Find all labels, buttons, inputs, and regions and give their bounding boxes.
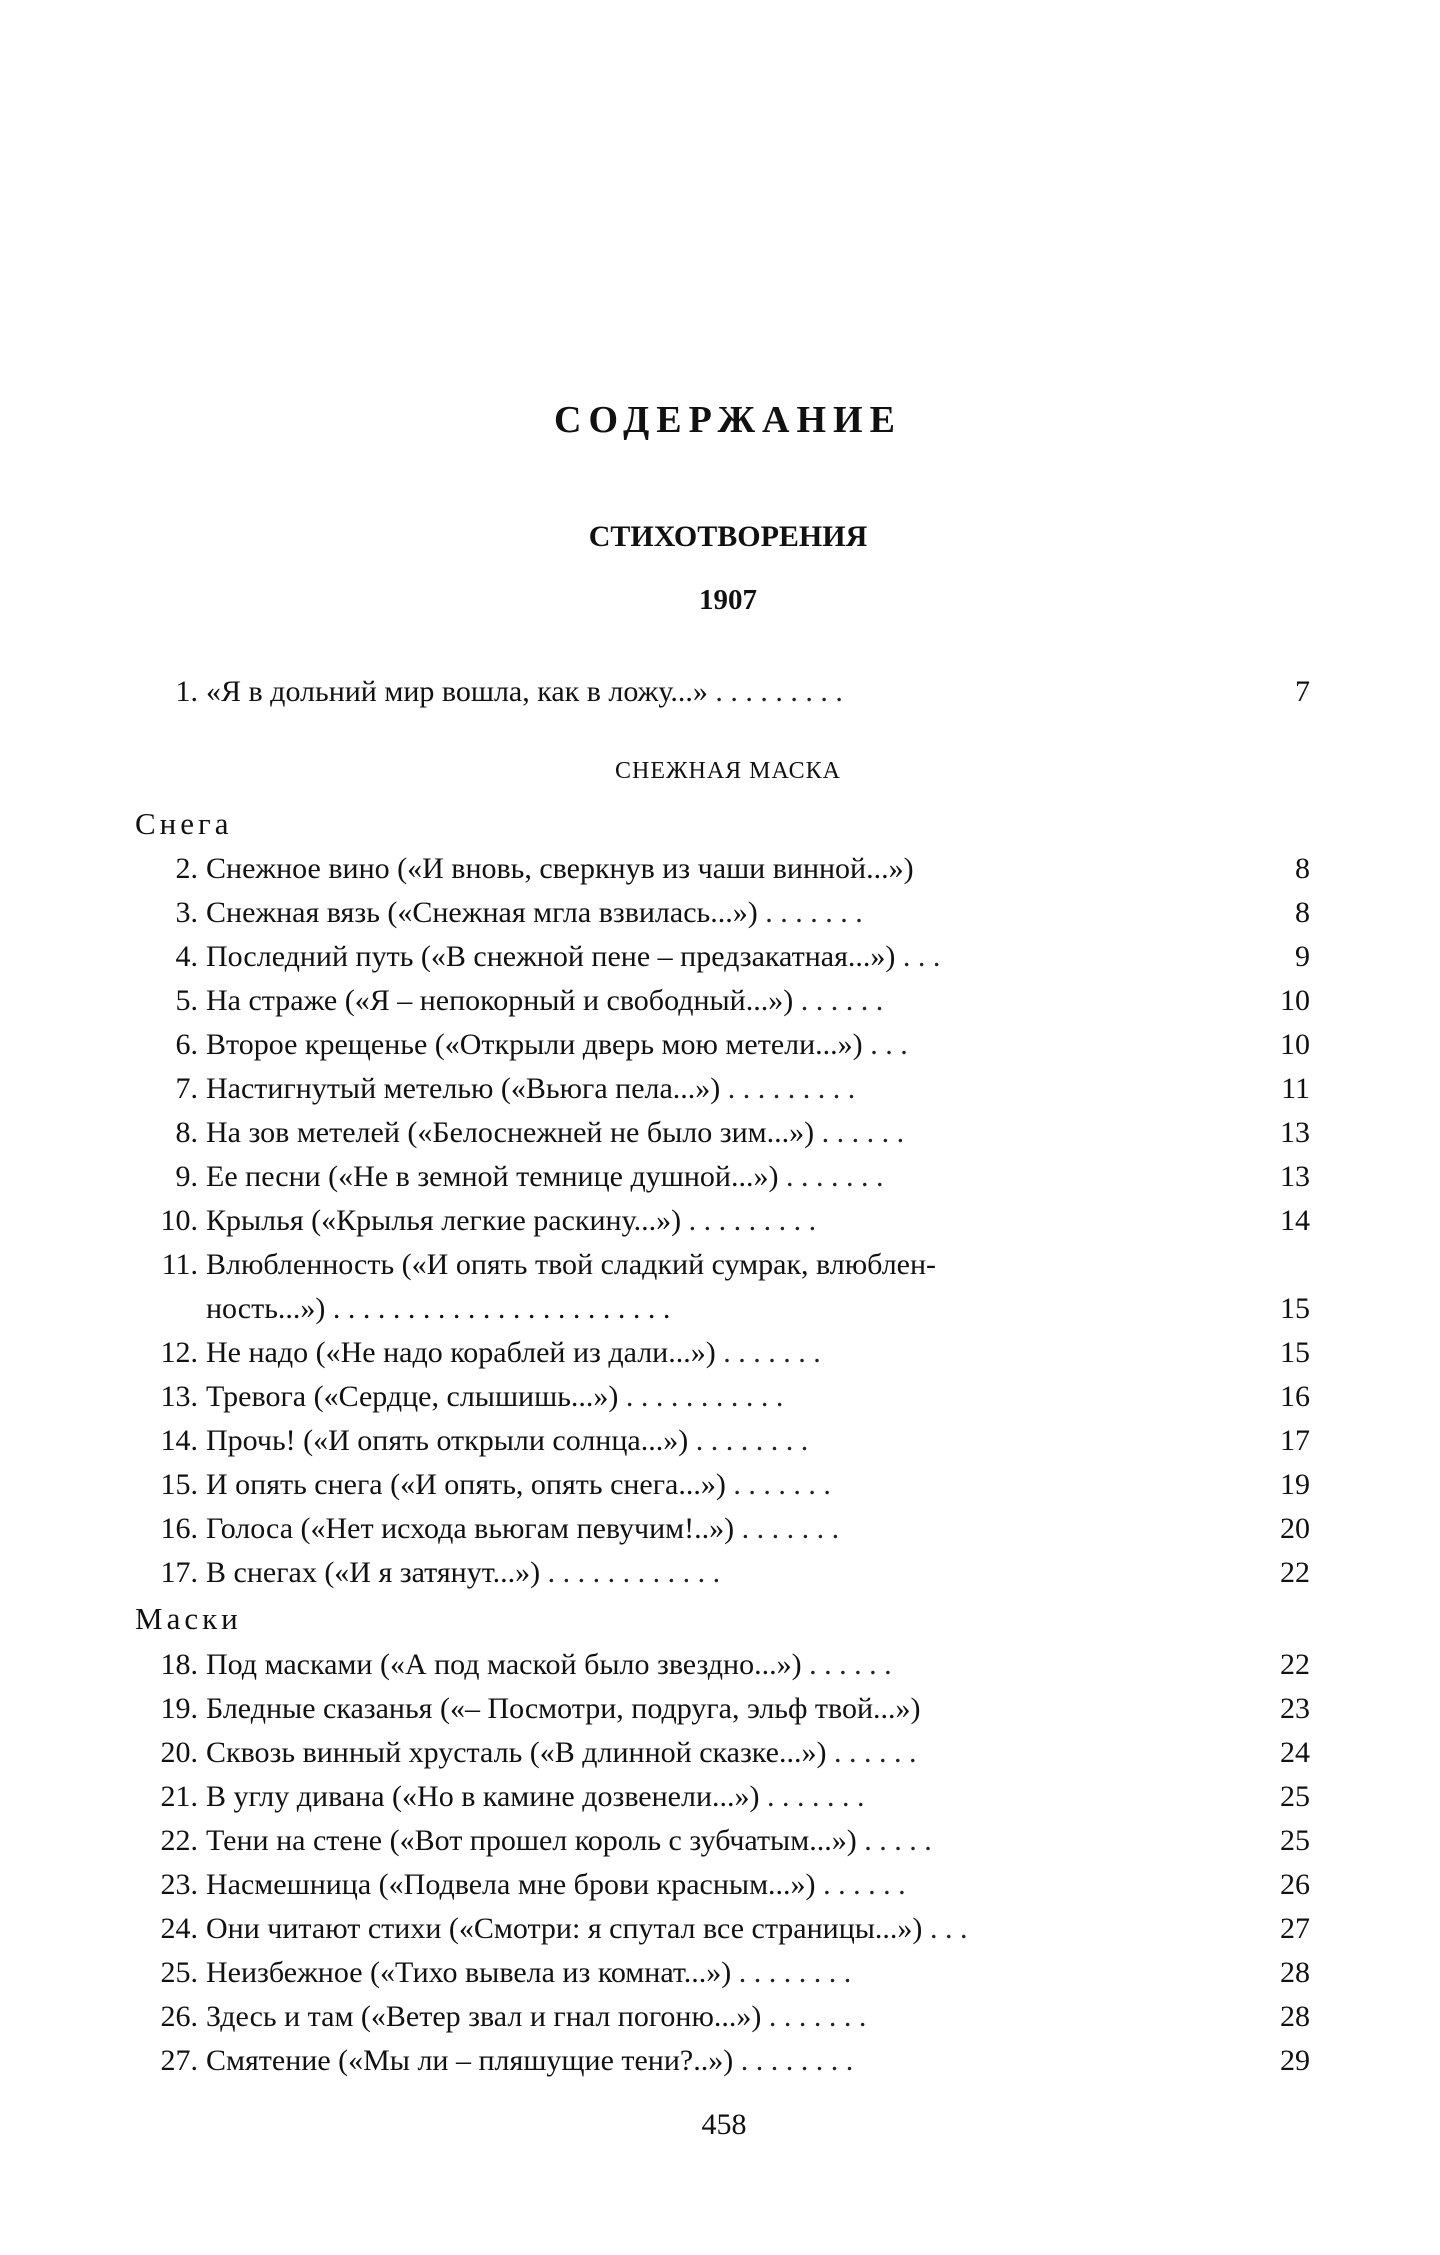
entry-number: 1.	[175, 675, 198, 708]
toc-entry	[150, 891, 1310, 935]
leader-dots: . . . . . . . .	[688, 1424, 809, 1457]
entry-title: Они читают стихи («Смотри: я спутал все страницы...»)	[206, 1912, 923, 1945]
toc-entry	[150, 979, 1310, 1023]
toc-entry	[150, 1023, 1310, 1067]
entry-title: На страже («Я – непокорный и свободный...»)	[206, 984, 794, 1017]
entry-title: Ее песни («Не в земной темнице душной...»)	[206, 1160, 779, 1193]
leader-dots: . . . . . . .	[715, 1336, 821, 1369]
entry-number: 24.	[160, 1912, 198, 1945]
entry-title: На зов метелей («Белоснежней не было зим...»)	[206, 1116, 815, 1149]
toc-entry	[150, 935, 1310, 979]
entry-number: 10.	[160, 1204, 198, 1237]
leader-dots: . . . . . . . . .	[707, 675, 843, 708]
leader-dots: . . . . . . . .	[733, 2044, 854, 2077]
leader-dots: . . . . . . .	[778, 1160, 884, 1193]
entry-number: 9.	[175, 1160, 198, 1193]
toc-entry	[150, 1155, 1310, 1199]
page-number: 13	[1280, 1116, 1310, 1149]
toc-entry	[150, 1731, 1310, 1775]
page-number: 11	[1281, 1072, 1310, 1105]
toc-entry	[150, 2039, 1310, 2083]
entry-title: Второе крещенье («Открыли дверь мою метели...»)	[206, 1028, 863, 1061]
entry-number: 16.	[160, 1512, 198, 1545]
page-number: 8	[1295, 896, 1310, 929]
leader-dots: . . . . . . . . .	[720, 1072, 856, 1105]
entry-title: Влюбленность («И опять твой сладкий сумрак, влюблен-	[206, 1248, 937, 1281]
entry-title: Бледные сказанья («– Посмотри, подруга, эльф твой...»)	[206, 1692, 921, 1725]
entry-number: 3.	[175, 896, 198, 929]
entry-title: Крылья («Крылья легкие раскину...»)	[206, 1204, 682, 1237]
entry-title: Последний путь («В снежной пене – предзакатная...»)	[206, 940, 896, 973]
entry-title: Смятение («Мы ли – пляшущие тени?..»)	[206, 2044, 734, 2077]
entry-title: Настигнутый метелью («Вьюга пела...»)	[206, 1072, 721, 1105]
toc-entry	[150, 670, 1310, 714]
toc-entry	[150, 1419, 1310, 1463]
entry-title: В снегах («И я затянут...»)	[206, 1556, 541, 1589]
toc-entry	[150, 1775, 1310, 1819]
page-number: 24	[1280, 1736, 1310, 1769]
leader-dots: . . . . . . .	[734, 1512, 840, 1545]
entry-title: Тревога («Сердце, слышишь...»)	[206, 1380, 619, 1413]
toc-entry	[150, 1331, 1310, 1375]
leader-dots: . . . . . .	[826, 1736, 917, 1769]
entry-title: Насмешница («Подвела мне брови красным...»)	[206, 1868, 816, 1901]
entry-title: И опять снега («И опять, опять снега...»)	[206, 1468, 726, 1501]
toc-entry	[150, 1551, 1310, 1595]
leader-dots: . . . . . .	[801, 1648, 892, 1681]
entry-title: Прочь! («И опять открыли солнца...»)	[206, 1424, 689, 1457]
entry-title: Здесь и там («Ветер звал и гнал погоню...»)	[206, 2000, 762, 2033]
folio-page-number: 458	[701, 2108, 747, 2141]
page-number: 19	[1280, 1468, 1310, 1501]
page-number: 25	[1280, 1824, 1310, 1857]
page-number: 25	[1280, 1780, 1310, 1813]
page-number: 9	[1295, 940, 1310, 973]
leader-dots: . . . . . . .	[725, 1468, 831, 1501]
leader-dots: . . .	[922, 1912, 968, 1945]
entry-number: 21.	[160, 1780, 198, 1813]
leader-dots: . . .	[862, 1028, 908, 1061]
toc-entry	[150, 1067, 1310, 1111]
toc-entry	[150, 1819, 1310, 1863]
leader-dots: . . . . . .	[793, 984, 884, 1017]
entry-number: 15.	[160, 1468, 198, 1501]
entry-number: 6.	[175, 1028, 198, 1061]
page-number: 14	[1280, 1204, 1310, 1237]
leader-dots: . . . . . .	[814, 1116, 905, 1149]
page-number: 10	[1280, 1028, 1310, 1061]
leader-dots: . . . . . . . . . . .	[618, 1380, 784, 1413]
leader-dots: . . . . .	[856, 1824, 932, 1857]
toc-entry	[150, 847, 1310, 891]
page-number: 16	[1280, 1380, 1310, 1413]
toc-entry	[150, 1243, 1310, 1287]
page-number: 20	[1280, 1512, 1310, 1545]
section-subtitle: СТИХОТВОРЕНИЯ	[588, 520, 868, 553]
entry-title: Под масками («А под маской было звездно...»)	[206, 1648, 802, 1681]
leader-dots: . . . . . . .	[761, 2000, 867, 2033]
entry-title: Сквозь винный хрусталь («В длинной сказке...»)	[206, 1736, 827, 1769]
entry-number: 8.	[175, 1116, 198, 1149]
toc-entry	[150, 1687, 1310, 1731]
page-number: 22	[1280, 1556, 1310, 1589]
entry-title: Неизбежное («Тихо вывела из комнат...»)	[206, 1956, 732, 1989]
entry-number: 20.	[160, 1736, 198, 1769]
cycle-title: СНЕЖНАЯ МАСКА	[615, 758, 841, 784]
entry-number: 27.	[160, 2044, 198, 2077]
toc-entry-continuation	[206, 1287, 1310, 1331]
page-number: 13	[1280, 1160, 1310, 1193]
entry-number: 17.	[160, 1556, 198, 1589]
year-heading: 1907	[699, 584, 757, 616]
leader-dots: . . . . . .	[815, 1868, 906, 1901]
leader-dots: . . .	[895, 940, 941, 973]
entry-title: В углу дивана («Но в камине дозвенели...»)	[206, 1780, 760, 1813]
page-number: 28	[1280, 2000, 1310, 2033]
entry-title: Снежное вино («И вновь, сверкнув из чаши винной...»)	[206, 852, 914, 885]
toc-entry	[150, 1863, 1310, 1907]
entry-title: «Я в дольний мир вошла, как в ложу...»	[206, 675, 708, 708]
page-number: 15	[1280, 1336, 1310, 1369]
page-number: 8	[1295, 852, 1310, 885]
toc-entry	[150, 1507, 1310, 1551]
entry-title: Снежная вязь («Снежная мгла взвилась...»)	[206, 896, 758, 929]
toc-entry	[150, 1375, 1310, 1419]
page-number: 15	[1280, 1292, 1310, 1325]
toc-entry	[150, 1951, 1310, 1995]
entry-title-continuation: ность...»)	[206, 1292, 326, 1325]
entry-number: 26.	[160, 2000, 198, 2033]
entry-title: Не надо («Не надо кораблей из дали...»)	[206, 1336, 716, 1369]
page-number: 22	[1280, 1648, 1310, 1681]
leader-dots: . . . . . . .	[757, 896, 863, 929]
page-number: 10	[1280, 984, 1310, 1017]
entry-number: 4.	[175, 940, 198, 973]
leader-dots: . . . . . . . . .	[681, 1204, 817, 1237]
leader-dots: . . . . . . .	[759, 1780, 865, 1813]
page-number: 23	[1280, 1692, 1310, 1725]
entry-number: 5.	[175, 984, 198, 1017]
leader-dots: . . . . . . . . . . . . . . . . . . . . . . .	[325, 1292, 671, 1325]
toc-entry	[150, 1199, 1310, 1243]
entry-number: 25.	[160, 1956, 198, 1989]
section-heading: Маски	[135, 1601, 242, 1636]
entry-number: 11.	[161, 1248, 198, 1281]
toc-entry	[150, 1643, 1310, 1687]
entry-number: 22.	[160, 1824, 198, 1857]
page-number: 7	[1295, 675, 1310, 708]
page-number: 27	[1280, 1912, 1310, 1945]
page-number: 28	[1280, 1956, 1310, 1989]
entry-title: Тени на стене («Вот прошел король с зубчатым...»)	[206, 1824, 857, 1857]
entry-number: 12.	[160, 1336, 198, 1369]
entry-number: 14.	[160, 1424, 198, 1457]
page-number: 26	[1280, 1868, 1310, 1901]
entry-number: 23.	[160, 1868, 198, 1901]
toc-entry	[150, 1463, 1310, 1507]
page-number: 29	[1280, 2044, 1310, 2077]
toc-entry	[150, 1907, 1310, 1951]
entry-number: 2.	[175, 852, 198, 885]
page-number: 17	[1280, 1424, 1310, 1457]
toc-entry	[150, 1111, 1310, 1155]
leader-dots: . . . . . . . .	[731, 1956, 852, 1989]
entry-title: Голоса («Нет исхода вьюгам певучим!..»)	[206, 1512, 735, 1545]
entry-number: 7.	[175, 1072, 198, 1105]
entry-number: 19.	[160, 1692, 198, 1725]
section-heading: Снега	[135, 806, 233, 841]
page-title: СОДЕРЖАНИЕ	[554, 399, 902, 441]
toc-entry	[150, 1995, 1310, 2039]
entry-number: 18.	[160, 1648, 198, 1681]
leader-dots: . . . . . . . . . . . .	[540, 1556, 721, 1589]
entry-number: 13.	[160, 1380, 198, 1413]
